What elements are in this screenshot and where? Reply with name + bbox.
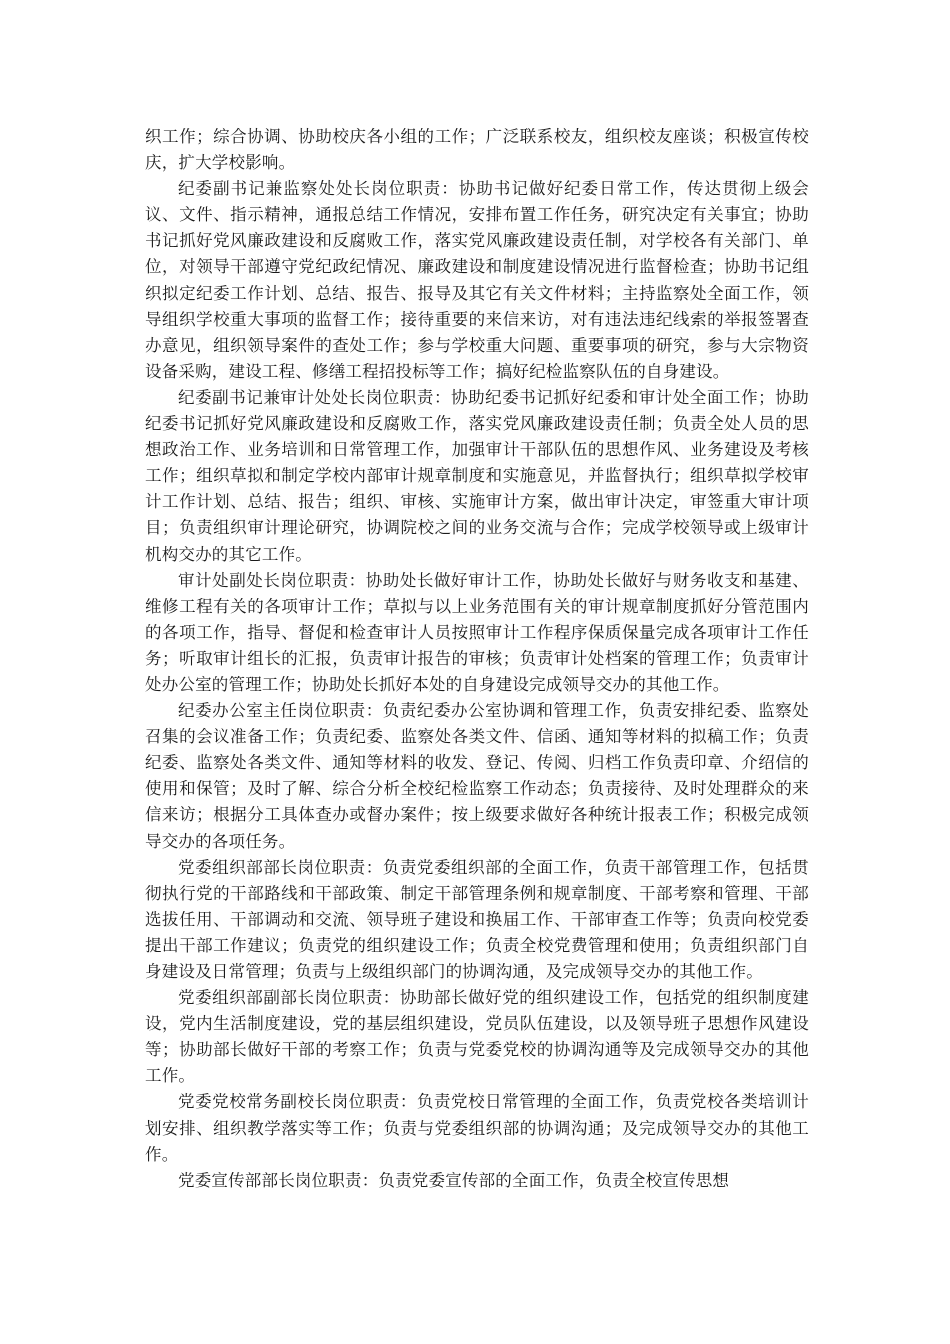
- paragraph-continuation: 织工作；综合协调、协助校庆各小组的工作；广泛联系校友，组织校友座谈；积极宣传校庆，扩大学校影响。: [145, 127, 809, 173]
- paragraph-publicity-minister: 党委宣传部部长岗位职责：负责党委宣传部的全面工作，负责全校宣传思想: [178, 1170, 730, 1190]
- paragraph-discipline-office-director: 纪委办公室主任岗位职责：负责纪委办公室协调和管理工作，负责安排纪委、监察处召集的会议准备工作；负责纪委、监察处各类文件、信函、通知等材料的拟稿工作；负责纪委、监察处各类文件、通知等材料的收发、登记、传阅、归档工作负责印章、介绍信的使用和保管；及时了解、综合分析全校纪检监察工作动态；负责接待、及时处理群众的来信来访；根据分工具体查办或督办案件；按上级要求做好各种统计报表工作；积极完成领导交办的各项任务。: [145, 701, 809, 851]
- paragraph-organization-minister: 党委组织部部长岗位职责：负责党委组织部的全面工作，负责干部管理工作，包括贯彻执行党的干部路线和干部政策、制定干部管理条例和规章制度、干部考察和管理、干部选拔任用、干部调动和交流、领导班子建设和换届工作、干部审查工作等；负责向校党委提出干部工作建议；负责党的组织建设工作；负责全校党费管理和使用；负责组织部门自身建设及日常管理；负责与上级组织部门的协调沟通，及完成领导交办的其他工作。: [145, 857, 809, 981]
- paragraph-audit-deputy-director: 审计处副处长岗位职责：协助处长做好审计工作，协助处长做好与财务收支和基建、维修工程有关的各项审计工作；草拟与以上业务范围有关的审计规章制度抓好分管范围内的各项工作，指导、督促和检查审计人员按照审计工作程序保质保量完成各项审计工作任务；听取审计组长的汇报，负责审计报告的审核；负责审计处档案的管理工作；负责审计处办公室的管理工作；协助处长抓好本处的自身建设完成领导交办的其他工作。: [145, 570, 809, 694]
- paragraph-discipline-deputy-secretary-audit: 纪委副书记兼审计处处长岗位职责：协助纪委书记抓好纪委和审计处全面工作；协助纪委书记抓好党风廉政建设和反腐败工作，落实党风廉政建设责任制；负责全处人员的思想政治工作、业务培训和日常管理工作，加强审计干部队伍的思想作风、业务建设及考核工作；组织草拟和制定学校内部审计规章制度和实施意见，并监督执行；组织草拟学校审计工作计划、总结、报告；组织、审核、实施审计方案，做出审计决定，审签重大审计项目；负责组织审计理论研究，协调院校之间的业务交流与合作；完成学校领导或上级审计机构交办的其它工作。: [145, 387, 809, 564]
- paragraph-discipline-deputy-secretary-supervision: 纪委副书记兼监察处处长岗位职责：协助书记做好纪委日常工作，传达贯彻上级会议、文件、指示精神，通报总结工作情况，安排布置工作任务，研究决定有关事宜；协助书记抓好党风廉政建设和反腐败工作，落实党风廉政建设责任制，对学校各有关部门、单位，对领导干部遵守党纪政纪情况、廉政建设和制度建设情况进行监督检查；协助书记组织拟定纪委工作计划、总结、报告、报导及其它有关文件材料；主持监察处全面工作，领导组织学校重大事项的监督工作；接待重要的来信来访，对有违法违纪线索的举报签署查办意见，组织领导案件的查处工作；参与学校重大问题、重要事项的研究，参与大宗物资设备采购，建设工程、修缮工程招投标等工作；搞好纪检监察队伍的自身建设。: [145, 179, 809, 381]
- document-body: [145, 124, 809, 1194]
- paragraph-party-school-vice-president: 党委党校常务副校长岗位职责：负责党校日常管理的全面工作，负责党校各类培训计划安排、组织教学落实等工作；负责与党委组织部的协调沟通；及完成领导交办的其他工作。: [145, 1092, 809, 1164]
- paragraph-organization-deputy-minister: 党委组织部副部长岗位职责：协助部长做好党的组织建设工作，包括党的组织制度建设，党内生活制度建设，党的基层组织建设，党员队伍建设，以及领导班子思想作风建设等；协助部长做好干部的考察工作；负责与党委党校的协调沟通等及完成领导交办的其他工作。: [145, 988, 809, 1086]
